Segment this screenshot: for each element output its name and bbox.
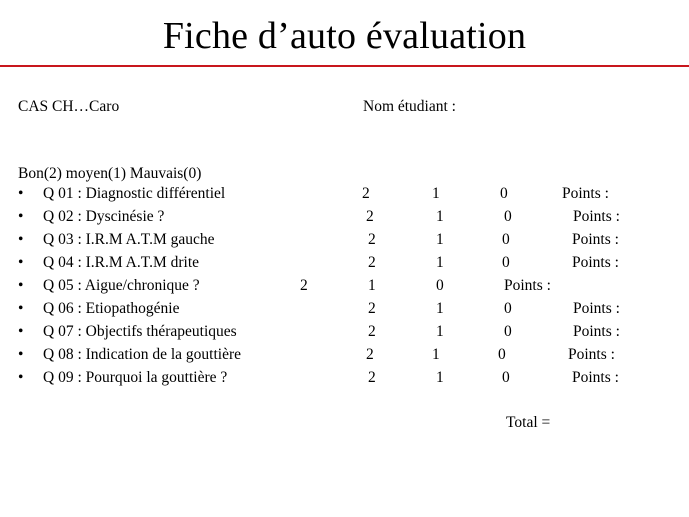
- bullet: •: [18, 346, 24, 363]
- question-text: Q 02 : Dyscinésie ?: [43, 208, 165, 225]
- score-bad: 0: [498, 346, 506, 363]
- question-row: [0, 230, 689, 253]
- question-row: [0, 184, 689, 207]
- score-bad: 0: [502, 231, 510, 248]
- score-good: 2: [368, 369, 376, 386]
- page-title: Fiche d’auto évaluation: [162, 15, 527, 57]
- score-good: 2: [368, 323, 376, 340]
- question-row: [0, 345, 689, 368]
- question-text: Q 04 : I.R.M A.T.M drite: [43, 254, 199, 271]
- bullet: •: [18, 323, 24, 340]
- points-label: Points :: [572, 369, 619, 386]
- score-good: 2: [362, 185, 370, 202]
- points-label: Points :: [572, 254, 619, 271]
- question-row: [0, 299, 689, 322]
- scoring-scale-legend: Bon(2) moyen(1) Mauvais(0): [18, 165, 202, 182]
- score-medium: 1: [436, 369, 444, 386]
- points-label: Points :: [573, 208, 620, 225]
- score-medium: 1: [436, 254, 444, 271]
- score-medium: 1: [436, 300, 444, 317]
- bullet: •: [18, 208, 24, 225]
- score-medium: 1: [432, 185, 440, 202]
- points-label: Points :: [504, 277, 551, 294]
- points-label: Points :: [562, 185, 609, 202]
- question-row: [0, 368, 689, 391]
- points-label: Points :: [568, 346, 615, 363]
- question-text: Q 08 : Indication de la gouttière: [43, 346, 241, 363]
- question-row: [0, 207, 689, 230]
- score-medium: 1: [432, 346, 440, 363]
- bullet: •: [18, 254, 24, 271]
- bullet: •: [18, 277, 24, 294]
- score-bad: 0: [502, 254, 510, 271]
- student-name-label: Nom étudiant :: [363, 98, 456, 115]
- score-good: 2: [366, 208, 374, 225]
- points-label: Points :: [572, 231, 619, 248]
- points-label: Points :: [573, 323, 620, 340]
- question-text: Q 05 : Aigue/chronique ?: [43, 277, 200, 294]
- score-bad: 0: [436, 277, 444, 294]
- total-label: Total =: [506, 414, 551, 431]
- bullet: •: [18, 369, 24, 386]
- question-text: Q 07 : Objectifs thérapeutiques: [43, 323, 237, 340]
- score-bad: 0: [504, 208, 512, 225]
- score-medium: 1: [368, 277, 376, 294]
- case-label: CAS CH…Caro: [18, 98, 120, 115]
- score-bad: 0: [504, 323, 512, 340]
- score-good: 2: [368, 231, 376, 248]
- bullet: •: [18, 231, 24, 248]
- score-good: 2: [366, 346, 374, 363]
- bullet: •: [18, 300, 24, 317]
- score-bad: 0: [504, 300, 512, 317]
- score-medium: 1: [436, 231, 444, 248]
- question-text: Q 01 : Diagnostic différentiel: [43, 185, 226, 202]
- question-text: Q 06 : Etiopathogénie: [43, 300, 180, 317]
- score-good: 2: [300, 277, 308, 294]
- question-row: [0, 322, 689, 345]
- question-text: Q 09 : Pourquoi la gouttière ?: [43, 369, 228, 386]
- score-good: 2: [368, 300, 376, 317]
- question-row: [0, 276, 689, 299]
- question-text: Q 03 : I.R.M A.T.M gauche: [43, 231, 215, 248]
- question-row: [0, 253, 689, 276]
- title-divider: [0, 65, 689, 67]
- points-label: Points :: [573, 300, 620, 317]
- bullet: •: [18, 185, 24, 202]
- score-good: 2: [368, 254, 376, 271]
- score-bad: 0: [502, 369, 510, 386]
- score-bad: 0: [500, 185, 508, 202]
- score-medium: 1: [436, 208, 444, 225]
- score-medium: 1: [436, 323, 444, 340]
